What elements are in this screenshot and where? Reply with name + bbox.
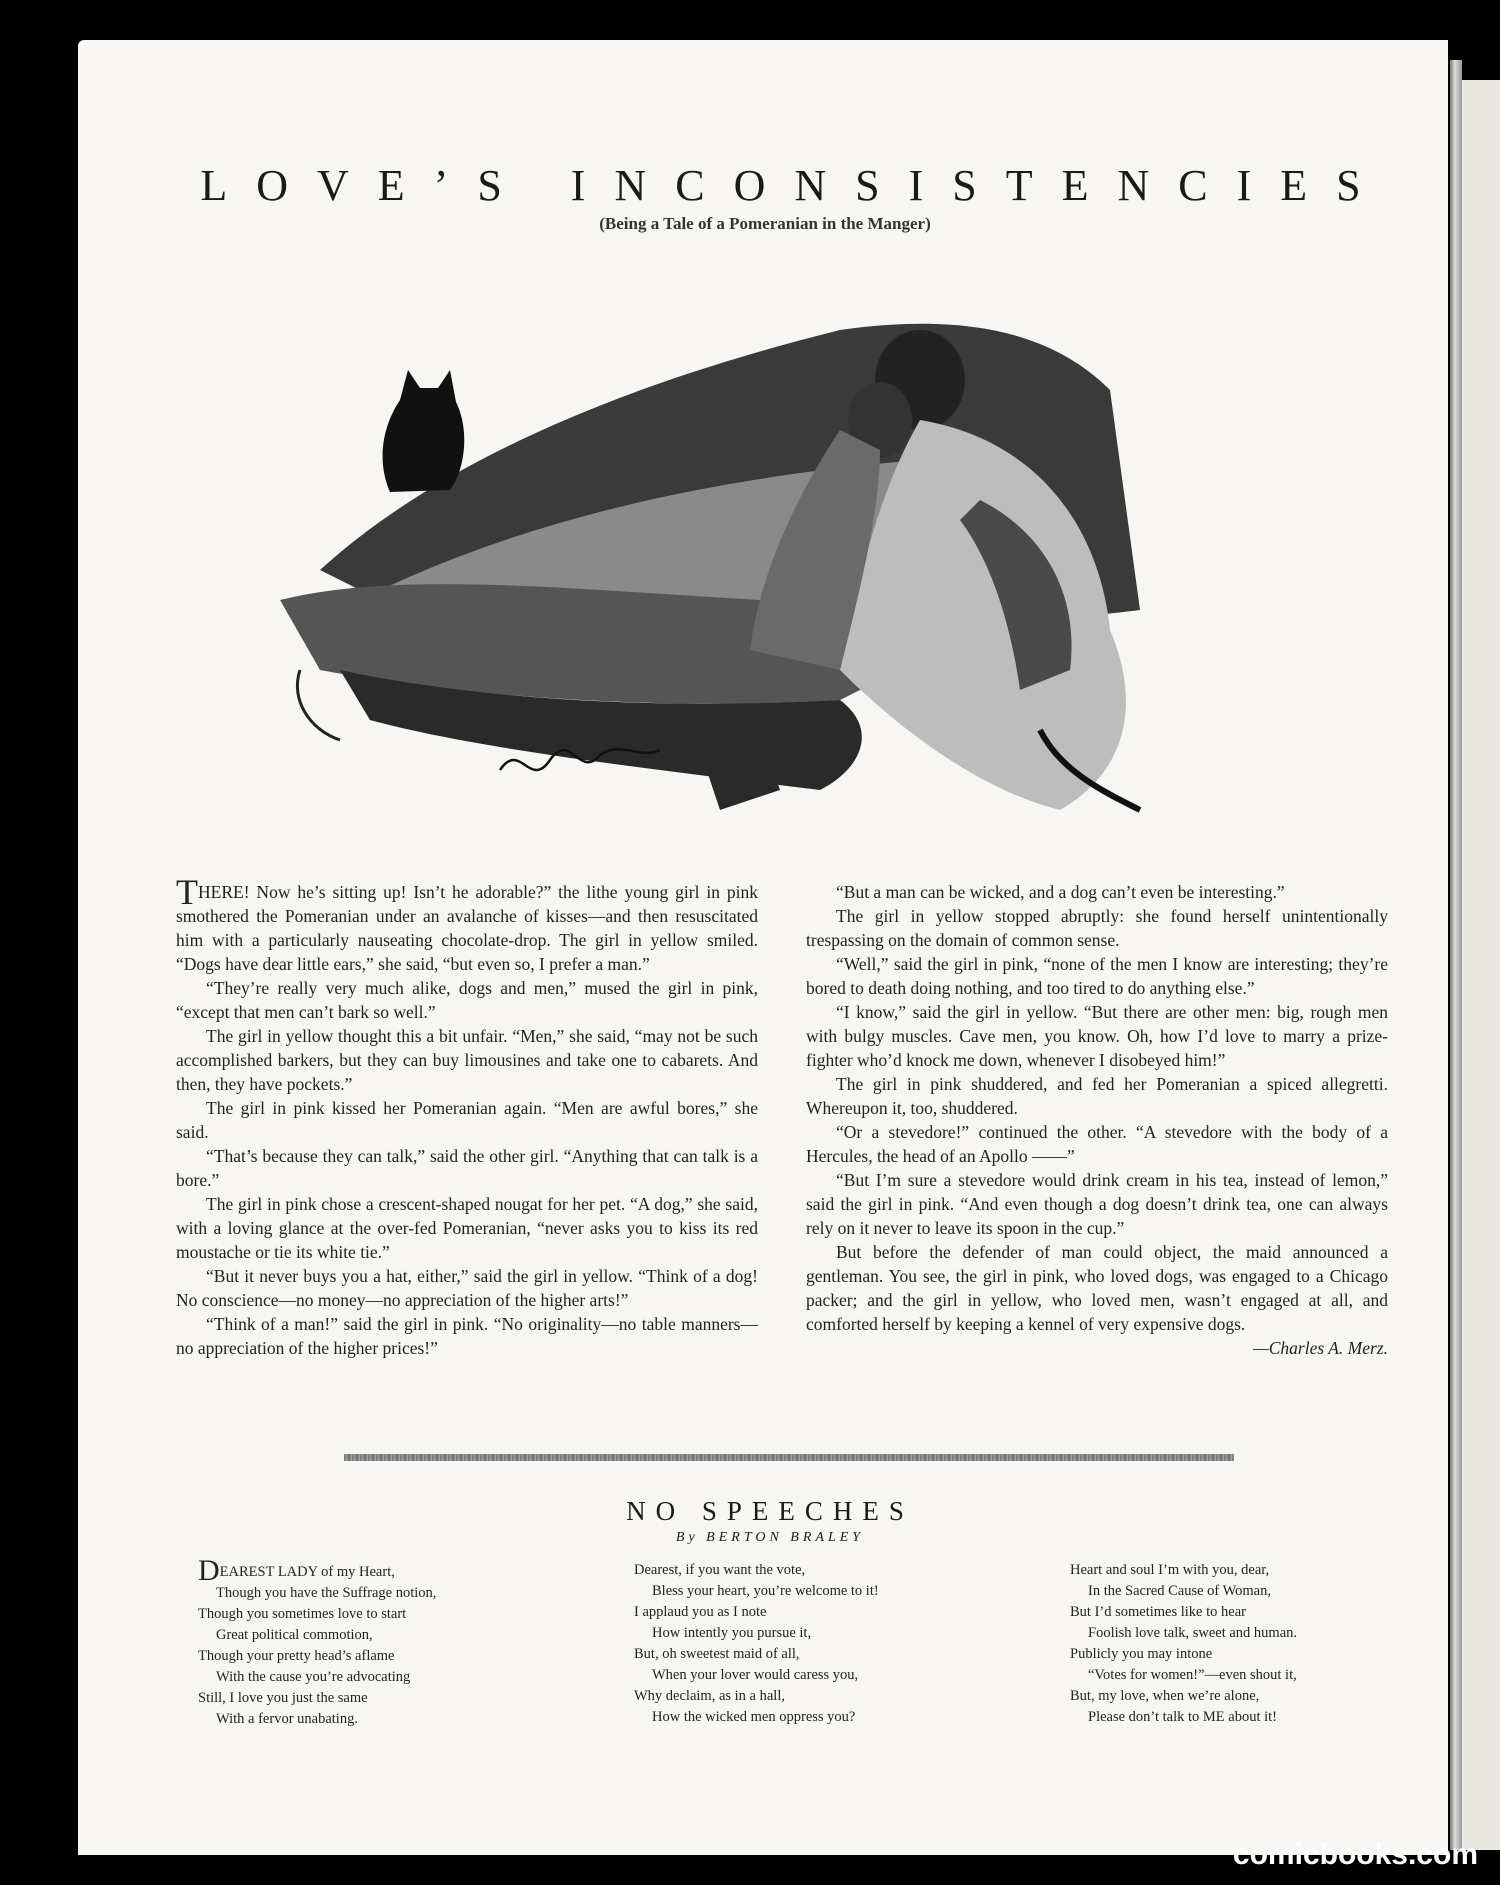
illustration-women-on-sofa-with-pomeranian: [280, 270, 1380, 830]
paragraph: The girl in pink kissed her Pomeranian again. “Men are awful bores,” she said.: [176, 1098, 758, 1142]
paragraph: “Or a stevedore!” continued the other. “A stevedore with the body of a Hercules, the head of an Apollo ——”: [806, 1122, 1388, 1166]
poem-line: But I’d sometimes like to hear: [1070, 1604, 1246, 1620]
site-watermark: comicbooks.com: [1232, 1838, 1478, 1871]
article-title: LOVE’S INCONSISTENCIES: [200, 161, 1390, 210]
author-signature: —Charles A. Merz.: [1253, 1338, 1388, 1358]
poem-line: Though your pretty head’s aflame: [198, 1648, 395, 1664]
poem-line: How intently you pursue it,: [652, 1625, 812, 1641]
poem-stanza-3: [1070, 1560, 1297, 1728]
poem-line: “Votes for women!”—even shout it,: [1088, 1667, 1297, 1683]
paragraph: “But I’m sure a stevedore would drink cream in his tea, instead of lemon,” said the girl in pink. “And even though a dog doesn’t drink tea, one can always rely on it never to leave its spoon in the cup.”: [806, 1170, 1388, 1238]
poem-line: Still, I love you just the same: [198, 1690, 368, 1706]
article-column-left: [176, 872, 758, 1360]
poem-line: Please don’t talk to ME about it!: [1088, 1709, 1278, 1725]
drop-cap: D: [198, 1554, 220, 1587]
paragraph: “Well,” said the girl in pink, “none of the men I know are interesting; they’re bored to death doing nothing, and too tired to do anything else.”: [806, 954, 1388, 998]
paragraph: “I know,” said the girl in yellow. “But there are other men: big, rough men with bulgy muscles. Cave men, you know. Oh, how I’d love to marry a prize-fighter who’d knock me down, whenever I disobeyed him!”: [806, 1002, 1388, 1070]
paragraph: “But it never buys you a hat, either,” said the girl in yellow. “Think of a dog! No conscience—no money—no appreciation of the higher arts!”: [176, 1266, 758, 1310]
paragraph: “They’re really very much alike, dogs and men,” mused the girl in pink, “except that men can’t bark so well.”: [176, 978, 758, 1022]
poem-line: But, my love, when we’re alone,: [1070, 1688, 1260, 1704]
poem-line: Foolish love talk, sweet and human.: [1088, 1625, 1298, 1641]
poem-line: DEAREST LADY of my Heart,: [198, 1554, 395, 1587]
poem-line: Dearest, if you want the vote,: [634, 1562, 806, 1578]
paragraph: The girl in yellow stopped abruptly: she found herself unintentionally trespassing on the domain of common sense.: [806, 906, 1388, 950]
poem-line: Why declaim, as in a hall,: [634, 1688, 785, 1704]
poem-line: In the Sacred Cause of Woman,: [1088, 1583, 1271, 1599]
poem-line: When your lover would caress you,: [652, 1667, 859, 1683]
article-column-right: [806, 880, 1388, 1360]
paragraph: The girl in pink chose a crescent-shaped nougat for her pet. “A dog,” she said, with a loving glance at the over-fed Pomeranian, “never asks you to kiss its red moustache or tie its white tie.”: [176, 1194, 758, 1262]
paragraph: “That’s because they can talk,” said the other girl. “Anything that can talk is a bore.”: [176, 1146, 758, 1190]
paragraph: “But a man can be wicked, and a dog can’t even be interesting.”: [836, 882, 1285, 902]
poem-line: But, oh sweetest maid of all,: [634, 1646, 800, 1662]
poem-line: Though you sometimes love to start: [198, 1606, 407, 1622]
adjacent-page-edge: [1462, 80, 1500, 1850]
paragraph: The girl in yellow thought this a bit unfair. “Men,” she said, “may not be such accomplished barkers, but they can buy limousines and take one to cabarets. And then, they have pockets.”: [176, 1026, 758, 1094]
poem-line: Great political commotion,: [216, 1627, 373, 1643]
paragraph: But before the defender of man could object, the maid announced a gentleman. You see, the girl in pink, who loved dogs, was engaged to a Chicago packer; and the girl in yellow, who loved men, wasn’t engaged at all, and comforted herself by keeping a kennel of very expensive dogs.: [806, 1242, 1388, 1334]
poem-line: How the wicked men oppress you?: [652, 1709, 856, 1725]
section-divider: [344, 1454, 1234, 1461]
poem-line: With a fervor unabating.: [216, 1711, 358, 1727]
article-subtitle: (Being a Tale of a Pomeranian in the Manger): [599, 214, 931, 233]
poem-line: Publicly you may intone: [1070, 1646, 1213, 1662]
poem-stanza-2: [634, 1560, 879, 1728]
poem-line: Though you have the Suffrage notion,: [216, 1585, 437, 1601]
poem-title: NO SPEECHES: [626, 1496, 914, 1526]
poem-line: With the cause you’re advocating: [216, 1669, 411, 1685]
poem-byline: By BERTON BRALEY: [675, 1530, 865, 1545]
poem-line: Heart and soul I’m with you, dear,: [1070, 1562, 1270, 1578]
paragraph: “Think of a man!” said the girl in pink. “No originality—no table manners—no appreciation of the higher prices!”: [176, 1314, 758, 1358]
paragraph: The girl in pink shuddered, and fed her Pomeranian a spiced allegretti. Whereupon it, too, shuddered.: [806, 1074, 1388, 1118]
book-spine: [1450, 60, 1462, 1850]
poem-line: I applaud you as I note: [634, 1604, 767, 1620]
paragraph: THERE! Now he’s sitting up! Isn’t he adorable?” the lithe young girl in pink smothered the Pomeranian under an avalanche of kisses—and then resuscitated him with a particularly nauseating chocolate-drop. The girl in yellow smiled. “Dogs have dear little ears,” she said, “but even so, I prefer a man.”: [176, 872, 758, 974]
poem-line: Bless your heart, you’re welcome to it!: [652, 1583, 879, 1599]
poem-stanza-1: [198, 1554, 437, 1730]
drop-cap: T: [176, 872, 198, 912]
